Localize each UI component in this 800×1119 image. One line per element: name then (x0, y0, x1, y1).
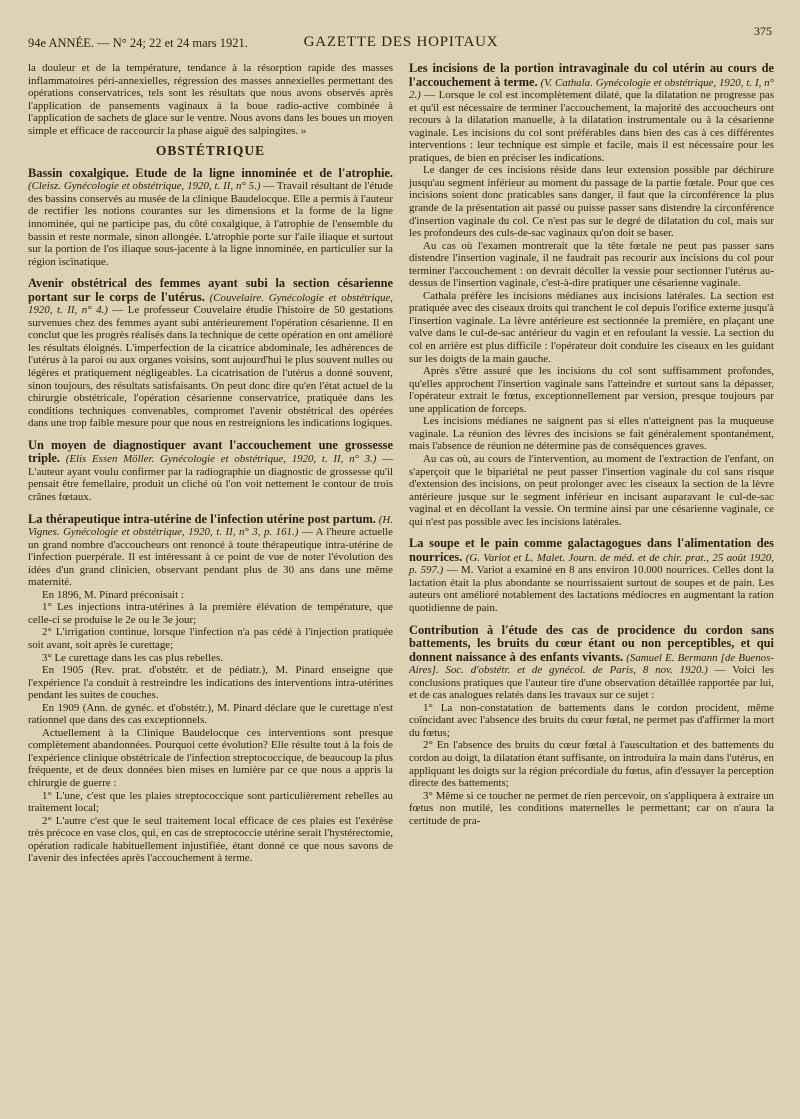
article-procidence-cordon (409, 624, 774, 828)
paragraph: Cathala préfère les incisions médianes aux incisions latérales. La section est pratiquée avec des ciseaux droits qui tranchent le col depuis l'orifice externe jusqu'à l'insertion vaginale. La lèvre antérieure est sectionnée la première, en plaçant une valve dans le cul-de-sac antérieur du vagin et en refoulant la vessie. La section du col en arrière est plus difficile : l'opérateur doit conduire les ciseaux en les guidant sur les doigts de la main gauche. (409, 289, 774, 365)
article-title: Les incisions de la portion intravaginale du col utérin au cours de l'accouchement à terme. (409, 61, 774, 89)
paragraph: 2° L'irrigation continue, lorsque l'infection n'a pas cédé à l'injection pratiquée soit avant, soit après le curettage; (28, 626, 393, 651)
paragraph: 2° L'autre c'est que le seul traitement local efficace de ces plaies est l'exérèse très précoce en vase clos, qui, en cas de streptococcie utérine serait l'hystérectomie, opération radicale habituellement injustifiée, étant donné ce que nous savons de l'avenir des infectées après l'accouchement à terme. (28, 814, 393, 865)
article-title: Avenir obstétrical des femmes ayant subi la section césarienne portant sur le corps de l'utérus. (28, 276, 393, 304)
paragraph: Après s'être assuré que les incisions du col sont suffisamment profondes, qu'elles approchent l'insertion vaginale sans l'atteindre et surtout sans la dépasser, l'opérateur extrait le fœtus, exceptionnellement par version, presque toujours par une application de forceps. (409, 365, 774, 415)
paragraph: Les incisions médianes ne saignent pas si elles n'atteignent pas la muqueuse vaginale. La réunion des lèvres des incisions se fait généralement spontanément, mais l'absence de réunion ne détermine pas de conséquences graves. (409, 415, 774, 453)
article-reference: (H. Vignes. Gynécologie et obstétrique, 1920, t. II, n° 3, p. 161.) (28, 513, 393, 539)
paragraph: Au cas où, au cours de l'intervention, au moment de l'extraction de l'enfant, on s'aperçoit que le bipariétal ne peut passer l'insertion vaginale du col sans risque d'extension des incisions, on peut prolonger avec les ciseaux la section de la lèvre antérieure jusque sur le segment inférieur en incisant auparavant le cul-de-sac vaginal et en décollant la vessie. On termine ainsi par une césarienne vaginale, ce qui n'est pas possible avec les incisions latérales. (409, 452, 774, 528)
text-columns (28, 62, 774, 865)
article-body: — Voici les conclusions pratiques que l'auteur tire d'une observation détaillée rapportée par lui, et de cas analogues relatés dans les travaux sur ce sujet : (409, 664, 774, 702)
article-bassin-coxalgique (28, 167, 393, 268)
article-reference: (G. Variot et L. Malet. Journ. de méd. et de chir. prat., 25 août 1920, p. 597.) (409, 551, 774, 577)
left-column (28, 62, 393, 865)
paragraph: 3° Le curettage dans les cas plus rebelles. (42, 651, 223, 664)
paragraph: 1° La non-constatation de battements dans le cordon procident, même coïncidant avec l'absence des bruits du cœur fœtal, ne permet pas d'affirmer la mort du fœtus; (409, 701, 774, 739)
article-title: Contribution à l'étude des cas de procidence du cordon sans battements, les bruits du cœur étant ou non perceptibles, et qui donnent naissance à des enfants vivants. (409, 622, 774, 664)
page-header (28, 20, 774, 62)
article-reference: (Elis Essen Möller. Gynécologie et obstétrique, 1920, t. II, n° 3.) (65, 453, 377, 466)
article-body: — M. Variot a examiné en 8 ans environ 10.000 nourrices. Celles dont la lactation était la plus abondante se nourrissaient surtout de soupes et de pain. Les auteurs ont amélioré notablement des lactations médiocres en augmentant la ration quotidienne de pain. (409, 564, 774, 614)
article-reference: (V. Cathala. Gynécologie et obstétrique, 1920, t. I, n° 2.) (409, 76, 774, 102)
paragraph: 1° Les injections intra-utérines à la première élévation de température, que celle-ci se produise le 2e ou le 3e jour; (28, 601, 393, 626)
article-therapeutique-intra-uterine (28, 513, 393, 865)
article-reference: (Couvelaire. Gynécologie et obstétrique, 1920, t. II, n° 4.) (28, 291, 393, 317)
article-title: La soupe et le pain comme galactagogues dans l'alimentation des nourrices. (409, 536, 774, 564)
paragraph: 1° L'une, c'est que les plaies streptococcique sont particulièrement rebelles au traitement local; (28, 789, 393, 815)
paragraph: Actuellement à la Clinique Baudelocque ces interventions sont presque complètement abandonnées. Pourquoi cette évolution? Elle résulte tout à la fois de l'expérience clinique obstétricale de l'infection streptococcique, de beaucoup la plus fréquente, et de deux données bien mises en lumière par ce que nous a appris la chirurgie de guerre : (28, 726, 393, 789)
section-heading: OBSTÉTRIQUE (155, 143, 266, 159)
paragraph: 3° Même si ce toucher ne permet de rien percevoir, on s'appliquera à extraire un fœtus non mutilé, les conditions maternelles le permettant; car on n'aura la certitude de pra- (409, 789, 774, 827)
article-avenir-obstetrical (28, 277, 393, 430)
article-body: — Le professeur Couvelaire étudie l'histoire de 50 gestations survenues chez des femmes ayant subi antérieurement l'opération césarienne. Il en conclut que les progrès réalisés dans la technique de cette opération en ont amélioré les résultats éloignés. L'imperfection de la cicatrice abdominale, les adhérences de l'utérus à la paroi ou aux organes voisins, sont aujourd'hui le plus souvent nulles ou légères et pratiquement négligeables. La cicatrisation de l'utérus a donné souvent, sinon toujours, des résultats satisfaisants. On peut donc dire qu'en l'état actuel de la chirurgie obstétricale, l'opération césarienne conservatrice, pratiquée dans les conditions techniques convenables, compromet l'avenir obstétrical des opérées dans une trop faible mesure pour que nous en restreignions les indications logiques. (28, 304, 393, 430)
paragraph: En 1909 (Ann. de gynéc. et d'obstétr.), M. Pinard déclare que le curettage n'est rationnel que dans des cas exceptionnels. (28, 701, 393, 727)
article-body: — L'auteur ayant voulu confirmer par la radiographie un diagnostic de grossesse qu'il pensait être femellaire, produit un cliché où l'on voit nettement le contour de trois crânes fœtaux. (28, 453, 393, 503)
intro-paragraph: la douleur et de la température, tendance à la résorption rapide des masses inflammatoires péri-annexielles, régression des masses annexielles permettant des opérations conservatrices, tels sont les résultats que nous avons observés après l'application de pansements vaginaux à la boue radio-active combinée à l'application de sachets de glace sur le ventre. Nous avons dans les boues un moyen simple et efficace de raccourcir la phase aiguë des salpingites. » (28, 62, 393, 137)
article-reference: (Cleisz. Gynécologie et obstétrique, 1920, t. II, n° 5.) (28, 180, 261, 193)
journal-title: GAZETTE DES HOPITAUX (303, 34, 499, 50)
article-reference: (Samuel E. Bermann [de Buenos-Aires]. Soc. d'obstétr. et de gynécol. de Paris, 8 nov. 1920.) (409, 651, 774, 677)
paragraph: 2° En l'absence des bruits du cœur fœtal à l'auscultation et des battements du cordon au doigt, la dilatation étant suffisante, on introduira la main dans l'utérus, en appliquant les doigts sur la région précordiale du fœtus, afin d'essayer la perception directe des battements; (409, 739, 774, 790)
paragraph: En 1896, M. Pinard préconisait : (42, 588, 184, 601)
right-column (409, 62, 774, 865)
page-number: 375 (754, 24, 772, 38)
article-grossesse-triple (28, 439, 393, 504)
article-title: Bassin coxalgique. Etude de la ligne innominée et de l'atrophie. (28, 165, 393, 180)
article-body: — A l'heure actuelle un grand nombre d'accoucheurs ont renoncé à toute thérapeutique intra-utérine de l'infection puerpérale. Il est intéressant à ce point de vue de noter l'évolution des idées d'un grand clinicien, observant pendant plus de 30 ans dans une même maternité. (28, 526, 393, 589)
article-title: La thérapeutique intra-utérine de l'infection utérine post partum. (28, 511, 376, 526)
paragraph: Au cas où l'examen montrerait que la tête fœtale ne peut pas passer sans distendre l'insertion vaginale, il ne faudrait pas recourir aux incisions du col pour terminer l'accouchement : on devrait décoller la vessie pour sectionner l'utérus au-dessus de l'insertion vaginale, c'est-à-dire pratiquer une césarienne vaginale. (409, 239, 774, 290)
article-body: — Lorsque le col est incomplètement dilaté, que la dilatation ne progresse pas et qu'il est nécessaire de terminer l'accouchement, la majorité des accoucheurs ont recours à la dilatation manuelle, à la dilatation instrumentale ou à la césarienne vaginale. Les incisions du col sont préférables dans bien des cas à ces différentes interventions : leur technique est simple et facile, mais il est nécessaire pour les pratiques, de bien en préciser les indications. (409, 89, 774, 164)
paragraph: En 1905 (Rev. prat. d'obstétr. et de pédiatr.), M. Pinard enseigne que l'expérience l'a conduit à restreindre les indications des interventions intra-utérines pendant les suites de couches. (28, 664, 393, 702)
article-body: — Travail résultant de l'étude des bassins conservés au musée de la clinique Baudelocque. Elle a permis à l'auteur de rectifier les notions courantes sur les dimensions et la forme de la ligne innominée, qui ne participe pas, du côté coxalgique, à l'atrophie de l'ensemble du bassin et reste normale, sinon allongée. L'atrophie porte sur l'aile iliaque et surtout sur la portion de l'os iliaque sous-jacente à la ligne innominée, en particulier sur la région iscïnatique. (28, 180, 393, 268)
article-soupe-pain (409, 537, 774, 614)
issue-info: 94e ANNÉE. — N° 24; 22 et 24 mars 1921. (28, 36, 248, 50)
article-title: Un moyen de diagnostiquer avant l'accouchement une grossesse triple. (28, 437, 393, 466)
paragraph: Le danger de ces incisions réside dans leur extension possible par déchirure jusqu'au segment inférieur au moment du passage de la partie fœtale. Pour que ces incisions soient donc praticables sans danger, il faut que la circonférence la plus grande de la présentation ait passé ou puisse passer sans distendre la circonférence d'insertion vaginale du col. Ce n'est pas sur le degré de dilatation du col, mais sur les profondeurs des culs-de-sac vaginaux qu'on doit se baser. (409, 164, 774, 240)
article-incisions-col (409, 62, 774, 528)
